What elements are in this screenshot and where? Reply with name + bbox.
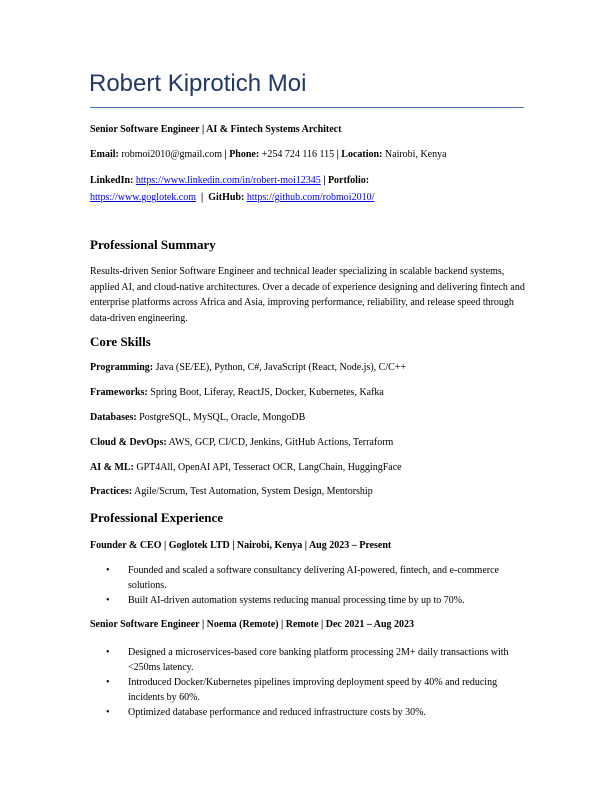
list-item: • Designed a microservices-based core banking platform processing 2M+ daily transactions with <250ms latency. bbox=[90, 645, 510, 675]
skill-databases: Databases: PostgreSQL, MySQL, Oracle, MongoDB bbox=[90, 412, 306, 423]
list-item: • Founded and scaled a software consultancy delivering AI-powered, fintech, and e-commerce solutions. bbox=[90, 563, 510, 593]
skills-heading: Core Skills bbox=[90, 334, 151, 349]
contact-line: Email: robmoi2010@gmail.com | Phone: +254 724 116 115 | Location: Nairobi, Kenya bbox=[90, 149, 447, 160]
email: robmoi2010@gmail.com bbox=[121, 149, 222, 160]
candidate-name: Robert Kiprotich Moi bbox=[89, 70, 307, 97]
skill-programming: Programming: Java (SE/EE), Python, C#, JavaScript (React, Node.js), C/C++ bbox=[90, 362, 407, 373]
list-item: • Built AI-driven automation systems reducing manual processing time by up to 70%. bbox=[90, 593, 510, 608]
location-label: Location: bbox=[341, 149, 383, 160]
job-title: Founder & CEO | Goglotek LTD | Nairobi, Kenya | Aug 2023 – Present bbox=[90, 540, 392, 551]
summary-heading: Professional Summary bbox=[90, 237, 216, 252]
experience-heading: Professional Experience bbox=[90, 510, 223, 525]
skill-ai: AI & ML: GPT4All, OpenAI API, Tesseract OCR, LangChain, HuggingFace bbox=[90, 462, 402, 473]
list-item: • Introduced Docker/Kubernetes pipelines improving deployment speed by 40% and reducing incidents by 60%. bbox=[90, 675, 510, 705]
title-divider bbox=[90, 107, 524, 108]
job-bullets bbox=[90, 563, 510, 608]
skill-practices: Practices: Agile/Scrum, Test Automation, System Design, Mentorship bbox=[90, 486, 373, 497]
location: Nairobi, Kenya bbox=[384, 149, 447, 160]
phone: +254 724 116 115 bbox=[261, 149, 335, 160]
list-item: • Optimized database performance and reduced infrastructure costs by 30%. bbox=[90, 705, 510, 720]
github-label: GitHub: bbox=[208, 192, 245, 203]
skill-cloud: Cloud & DevOps: AWS, GCP, CI/CD, Jenkins, GitHub Actions, Terraform bbox=[90, 437, 394, 448]
portfolio-link[interactable]: https://www.goglotek.com bbox=[90, 192, 197, 203]
linkedin-link[interactable]: https://www.linkedin.com/in/robert-moi12345 bbox=[135, 175, 321, 186]
email-label: Email: bbox=[90, 149, 119, 160]
tagline: Senior Software Engineer | AI & Fintech Systems Architect bbox=[90, 124, 342, 135]
links-block: LinkedIn: https://www.linkedin.com/in/robert-moi12345 | Portfolio: https://www.goglotek.com | GitHub: https://github.com/robmoi2010/ bbox=[90, 175, 375, 203]
job-bullets bbox=[90, 645, 510, 720]
github-link[interactable]: https://github.com/robmoi2010/ bbox=[246, 192, 375, 203]
job-title: Senior Software Engineer | Noema (Remote) | Remote | Dec 2021 – Aug 2023 bbox=[90, 619, 415, 630]
linkedin-label: LinkedIn: bbox=[90, 175, 134, 186]
portfolio-label: Portfolio: bbox=[327, 175, 370, 186]
phone-label: Phone: bbox=[229, 149, 260, 160]
summary-text: Results-driven Senior Software Engineer and technical leader specializing in scalable backend systems, applied AI, and cloud-native architectures. Over a decade of experience designing and delivering fintech and enterprise platforms across Africa and Asia, improving performance, reliability, and release speed through data-driven engineering. bbox=[90, 266, 525, 324]
skill-frameworks: Frameworks: Spring Boot, Liferay, ReactJS, Docker, Kubernetes, Kafka bbox=[90, 387, 384, 398]
